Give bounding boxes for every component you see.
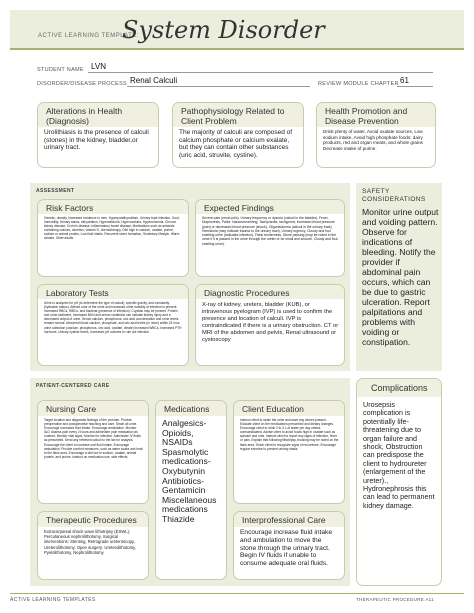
pathophysiology-head [173,103,303,127]
chapter-value[interactable]: 61 [400,76,409,85]
pathophysiology-body[interactable]: The majority of calculi are composed of calcium phosphate or calcium exalate, but they can contain other substances (uric acid, struvite, cystine). [179,129,293,159]
client-education-title: Client Education [242,404,304,414]
student-name-label: STUDENT NAME [37,67,84,73]
disorder-line [127,86,310,87]
footer-divider [10,593,464,594]
therapeutic-procedures-head [38,512,148,527]
medications-title: Medications [164,404,210,414]
complications-body[interactable]: Urosepsis complication is potentially life-threatening due to organ failure and shock, Obstruction can predispose the client to hydroureter (enlargement of the ureter)., Hydronephrosis this can lead to permanent kidney damage. [363,400,435,510]
pathophysiology-card [172,102,304,168]
medications-card [155,400,227,580]
client-education-head [234,401,344,416]
promotion-body[interactable]: Drink plenty of water, Avoid oxalate sources, Low sodium intake, Avoid high phosphate foods: dairy products, red and organ meats, and whole grains Decrease intake of purine. [323,129,423,151]
risk-factors-card [37,199,189,277]
interprofessional-care-body[interactable]: Encourage increase fluid intake and ambulation to move the stone through the urinary tract. Begin IV fluids if unable to consume adequate oral fluids. [240,529,333,568]
medications-head [156,401,226,416]
expected-findings-card [195,199,345,277]
chapter-label: REVIEW MODULE CHAPTER [318,81,399,87]
pathophysiology-title: Pathophysiology Related to Client Problem [181,106,285,126]
nursing-care-head [38,401,148,416]
alterations-title: Alterations in Health (Diagnosis) [46,106,123,126]
footer-right: THERAPEUTIC PROCEDURE A11 [356,597,434,602]
interprofessional-care-card [233,511,345,580]
complications-title: Complications [371,383,428,393]
risk-factors-head [38,200,188,214]
nursing-care-title: Nursing Care [46,404,97,414]
laboratory-tests-title: Laboratory Tests [46,288,109,298]
client-education-card [233,400,345,504]
risk-factors-body[interactable]: Genetic, obesity, increased incidence in men, Hyperparathyroidism, Urinary tract infection, Gout, Immobility, Urinary stasis, dehydration, Hypercalciuria, Hyperoxaluria, Hyperuricemia, Chronic kidney disease, Crohn's disease, Inflammatory bowel disease, Medications such as antacids containing calcium, diuretics, vitamin D, chemotherapy, Diet high in calcium, oxalate, purine, sodium or animal protein, Low fluid intake, Recurrent stone formation, Sedentary lifestyle, Warm climate, Older adults. [44,216,180,241]
student-name-line [88,72,433,73]
expected-findings-title: Expected Findings [204,203,274,213]
chapter-line [397,86,433,87]
medications-body[interactable]: Analgesics-Opioids, NSAIDs Spasmolytic medications- Oxybutynin Antibiotics- Gentamicin Miscellaneous medications Thiazide [162,418,217,524]
diagnostic-procedures-title: Diagnostic Procedures [204,288,290,298]
safety-body[interactable]: Monitor urine output and voiding pattern. Observe for indications of bleeding. Notify the provider if abdominal pain occurs, which can be due to gastric ulceration. Report palpitations and problems with voiding or constipation. [362,207,439,347]
therapeutic-procedures-title: Therapeutic Procedures [46,515,137,525]
diagnostic-procedures-body[interactable]: X-ray of kidney, ureters, bladder (KUB), or intravenous pyelogram (IVP) is used to confirm the presence and location of calculi. IVP is contraindicated if there is a urinary obstruction. CT or MRI of the abdomen and pelvis, Renal ultrasound or cystoscopy [202,302,339,343]
therapeutic-procedures-body[interactable]: Extracorporeal shock wave lithotripsy (ESWL), Percutaneous nephrolithotomy, Surgical interventions: Stenting, Retrograde ureteroscopy, Ureterolithotomy, Open surgery: Ureterolithotomy, Pyelolithotomy, Nephrolithotomy [44,529,137,555]
safety-title: SAFETY CONSIDERATIONS [362,188,426,203]
assessment-label: ASSESSMENT [36,188,75,194]
interprofessional-care-head [234,512,344,527]
patient-care-label: PATIENT-CENTERED CARE [36,383,110,389]
laboratory-tests-head [38,285,188,299]
disorder-value[interactable]: Renal Calculi [130,76,178,85]
interprofessional-care-title: Interprofessional Care [242,515,326,525]
promotion-card [316,102,436,168]
expected-findings-body[interactable]: Severe pain (renal colic), Urinary frequency or dysuria (calculi in the bladder), Fever, Diaphoresis, Pallor, Nausea/vomiting, Tachycardia, tachypnea, increased blood pressure (pain) or decreased blood pressure (shock), Oliguria/anuria (calculi in the urinary tract), Hematuria (may indicate trauma to the urinary tract), Urinary urgency, Cloudy and foul smelling urine (indicates infection), Flank tenderness, Stone passing (may be noted in the urine if it is passed in the urine through the ureter or be small and smooth, Cloudy and foul-smelling urine). [202,216,339,246]
nursing-care-card [37,400,149,504]
nursing-care-body[interactable]: Target location and diagnostic findings of the provider. Provide preoperative and postoperative teaching and care. Strain all urine. Encourage increased fluid intake. Encourage ambulation. Monitor I&O. Assess pain every 2 hours and administer pain medication as ordered. Monitor vital signs. Monitor for infection. Administer IV fluids as prescribed. Send any retrieved calculi to the lab for analysis. Encourage the client to increase oral fluid intake. Encourage ambulation. Provide comfort measures, such as warm soaks and heat to the flank area. Encourage a diet low in sodium, oxalate, animal protein, and purine. Instruct on medication use, side effects. [44,418,143,459]
student-name-value[interactable]: LVN [91,62,106,71]
complications-head [357,379,441,397]
disorder-label: DISORDER/DISEASE PROCESS [37,81,128,87]
risk-factors-title: Risk Factors [46,203,94,213]
diagnostic-procedures-head [196,285,344,299]
expected-findings-head [196,200,344,214]
laboratory-tests-body[interactable]: Urine is analyzed for pH (to determine the type of calculi), specific gravity, and osmolarity (hydration status). Altered odor of the urine and increased urine turbidity of infection is present. Increased RBCs, WBCs, and bacteria (presence of infection). Crystals may be present. Protein and urine sediment, Increased BUN and serum creatinine can indicate kidney injury and a decreased output of urine. Serum calcium, phosphorus, uric acid concentration and urine levels remain normal. Abnormal blood calcium, phosphate, and uric acid levels (in urine) within 24 hour urine collection (calcium, phosphorus, uric acid, oxalate, citrate) Increased WBCs, Increased PTH hormone, Urinary cystine levels, Increased pH cultures to rule out infection. [44,301,182,334]
client-education-body[interactable]: Instruct client to strain the urine and save any stones passed. Educate client on the medications prescribed and dietary changes. Encourage client to drink 2 to 3 L of water per day unless contraindicated. Advise client to avoid foods high in oxalate such as spinach and nuts. Instruct client to report any signs of infection, fever or pain. Explain that following lithotripsy, bruising may be noted on the flank area. Teach client to recognize signs of recurrence. Encourage regular exercise to prevent urinary stasis. [240,418,339,451]
laboratory-tests-card [37,284,189,366]
alterations-body[interactable]: Urolithiasis is the presence of calculi (stones) in the kidney, bladder,or urinary tract. [44,129,149,151]
diagnostic-procedures-card [195,284,345,366]
template-header [10,10,464,50]
page-title: System Disorder [122,16,325,44]
template-label: ACTIVE LEARNING TEMPLATE: [38,33,139,39]
safety-section [356,183,442,371]
promotion-title: Health Promotion and Disease Prevention [325,106,408,126]
therapeutic-procedures-card [37,511,149,580]
footer-left: ACTIVE LEARNING TEMPLATES [10,597,96,603]
alterations-card [37,102,159,168]
alterations-head [38,103,158,127]
promotion-head [317,103,435,127]
complications-card [356,378,442,586]
